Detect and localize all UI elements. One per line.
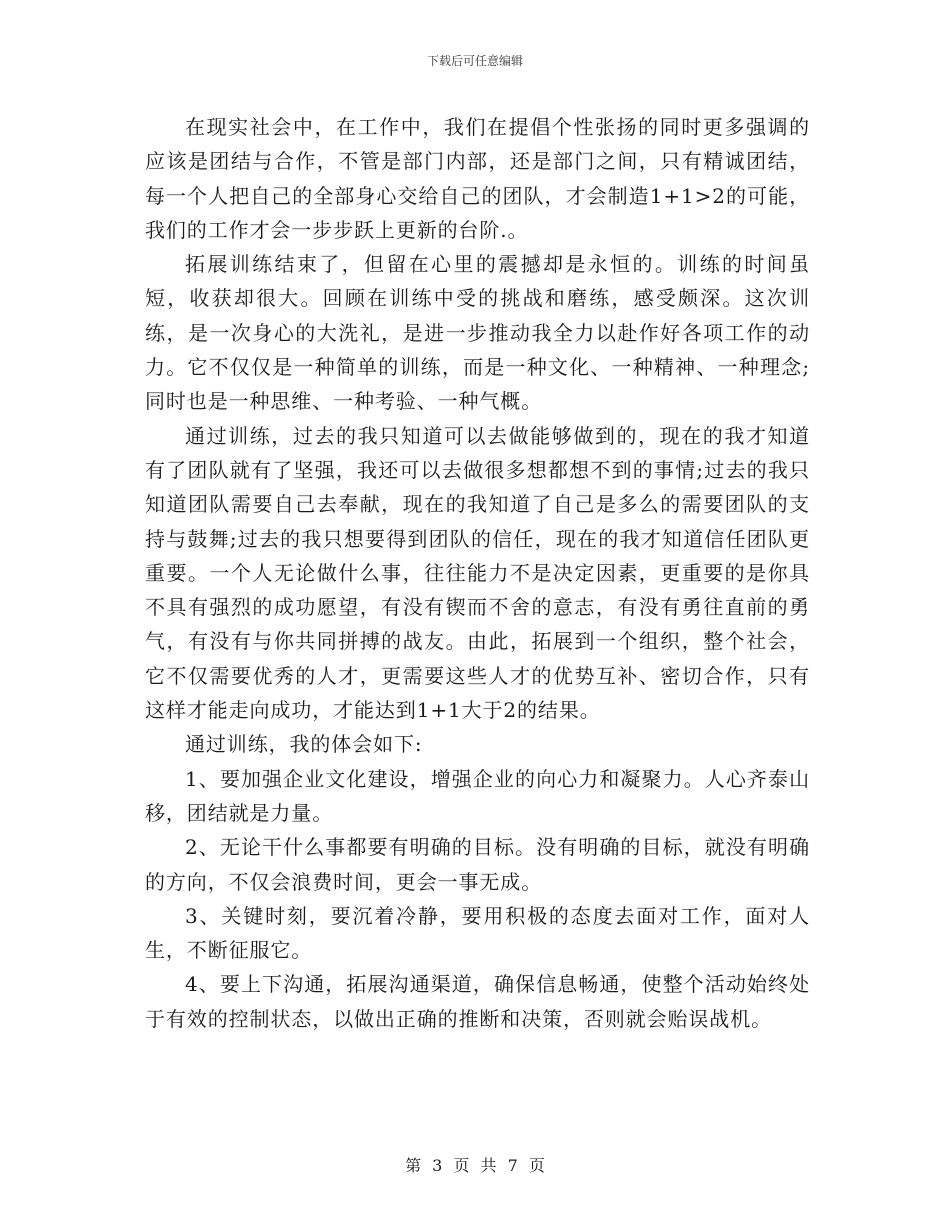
paragraph-summary-intro: 通过训练，我的体会如下: (185, 732, 423, 757)
paragraph-past-and-present: 通过训练，过去的我只知道可以去做能够做到的，现在的我才知道有了团队就有了坚强，我还可以去做很多想都想不到的事情;过去的我只知道团队需要自己去奉献，现在的我知道了自己是多么的需要团队的支持与鼓舞;过去的我只想要得到团队的信任，现在的我才知道信任团队更重要。一个人无论做什么事，往往能力不是决定因素，更重要的是你具不具有强烈的成功愿望，有没有锲而不舍的意志，有没有勇往直前的勇气，有没有与你共同拼搏的战友。由此，拓展到一个组织，整个社会，它不仅需要优秀的人才，更需要这些人才的优势互补、密切合作，只有这样才能走向成功，才能达到1+1大于2的结果。 (145, 423, 810, 723)
paragraph-point-4: 4、要上下沟通，拓展沟通渠道，确保信息畅通，使整个活动始终处于有效的控制状态，以做出正确的推断和决策，否则就会贻误战机。 (145, 972, 810, 1031)
paragraph-point-2: 2、无论干什么事都要有明确的目标。没有明确的目标，就没有明确的方向，不仅会浪费时间，更会一事无成。 (145, 835, 810, 894)
paragraph-point-3: 3、关键时刻，要沉着冷静，要用积极的态度去面对工作，面对人生，不断征服它。 (145, 903, 810, 963)
paragraph-training-impression: 拓展训练结束了，但留在心里的震撼却是永恒的。训练的时间虽短，收获却很大。回顾在训练中受的挑战和磨练，感受颇深。这次训练，是一次身心的大洗礼，是进一步推动我全力以赴作好各项工作的动力。它不仅仅是一种简单的训练，而是一种文化、一种精神、一种理念;同时也是一种思维、一种考验、一种气概。 (145, 252, 810, 414)
document-body (145, 110, 810, 1036)
paragraph-point-1: 1、要加强企业文化建设，增强企业的向心力和凝聚力。人心齐泰山移，团结就是力量。 (145, 766, 810, 825)
page-header: 下载后可任意编辑 (426, 54, 523, 68)
paragraph-teamwork: 在现实社会中，在工作中，我们在提倡个性张扬的同时更多强调的应该是团结与合作，不管是部门内部，还是部门之间，只有精诚团结，每一个人把自己的全部身心交给自己的团队，才会制造1+1>2的可能，我们的工作才会一步步跃上更新的台阶.。 (145, 115, 810, 242)
page-number-footer: 第 3 页 共 7 页 (405, 1156, 545, 1175)
